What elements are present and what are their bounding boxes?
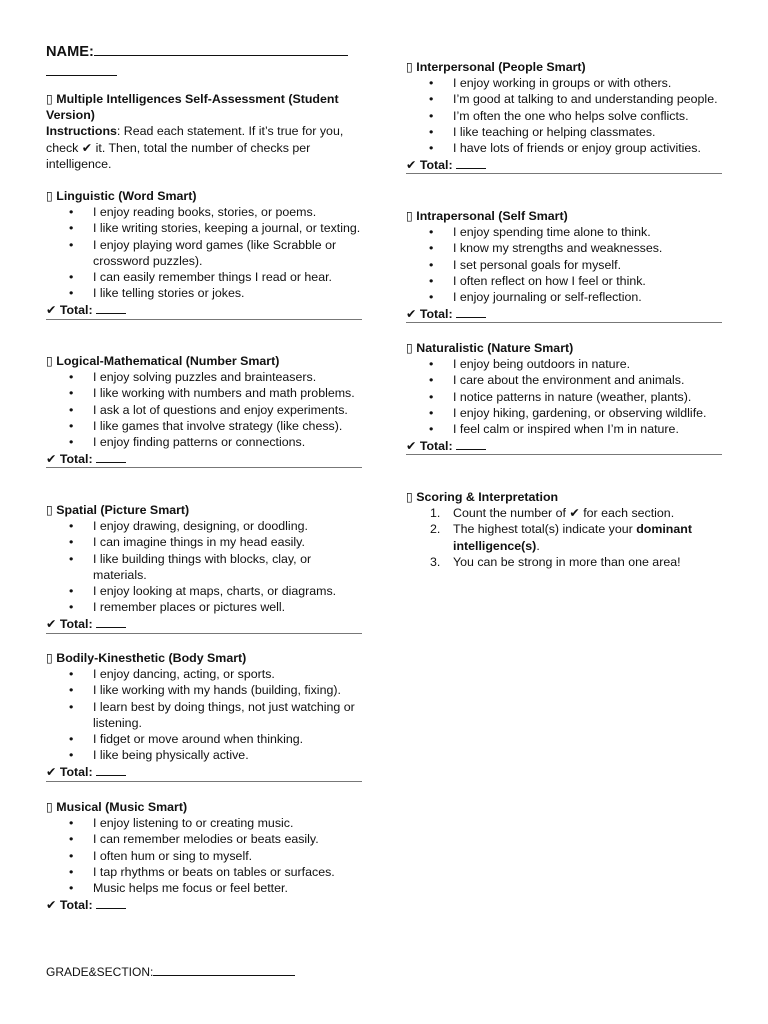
statement-list	[46, 518, 362, 615]
section-divider	[406, 173, 722, 174]
statement-item: • I like being physically active.	[93, 747, 362, 763]
total-blank[interactable]	[456, 156, 486, 169]
section-title: ▯ Interpersonal (People Smart)	[406, 60, 586, 74]
section-title: ▯ Intrapersonal (Self Smart)	[406, 209, 568, 223]
scoring-title: ▯ Scoring & Interpretation	[406, 490, 559, 504]
name-blank-continued[interactable]	[46, 61, 117, 76]
section-left-2	[46, 502, 362, 634]
statement-item: • I like working with my hands (building, fixing).	[93, 682, 362, 698]
statement-item: • I enjoy being outdoors in nature.	[453, 356, 722, 372]
statement-item: • I set personal goals for myself.	[453, 257, 722, 273]
statement-item: • I enjoy journaling or self-reflection.	[453, 289, 722, 305]
name-label: NAME:	[46, 44, 94, 60]
statement-list	[46, 204, 362, 301]
total-field[interactable]	[46, 450, 362, 467]
scoring-item: 3. You can be strong in more than one area!	[430, 554, 681, 569]
statement-item: • I enjoy listening to or creating music.	[93, 815, 362, 831]
total-label: ✔ Total:	[46, 617, 93, 632]
statement-item: • I like teaching or helping classmates.	[453, 124, 722, 140]
statement-item: • I notice patterns in nature (weather, plants).	[453, 389, 722, 405]
statement-item: • I like writing stories, keeping a journal, or texting.	[93, 220, 362, 236]
total-blank[interactable]	[96, 615, 126, 628]
total-blank[interactable]	[456, 437, 486, 450]
total-field[interactable]	[406, 437, 722, 454]
total-label: ✔ Total:	[406, 307, 453, 322]
statement-item: • I fidget or move around when thinking.	[93, 731, 362, 747]
section-title: ▯ Bodily-Kinesthetic (Body Smart)	[46, 651, 247, 665]
box-icon: ▯	[46, 800, 53, 814]
statement-list	[46, 369, 362, 450]
section-divider	[46, 467, 362, 468]
instructions: Instructions: Read each statement. If it’s true for you, check ✔ it. Then, total the number of checks per intelligence.	[46, 124, 344, 171]
statement-item: • I often hum or sing to myself.	[93, 848, 362, 864]
section-right-2	[406, 340, 722, 455]
name-field[interactable]	[46, 42, 362, 76]
title-block	[46, 91, 362, 172]
section-title: ▯ Naturalistic (Nature Smart)	[406, 341, 574, 355]
section-left-4	[46, 799, 362, 913]
statement-item: • I’m often the one who helps solve conflicts.	[453, 108, 722, 124]
page-title: ▯ Multiple Intelligences Self-Assessment (Student Version)	[46, 92, 339, 123]
scoring-item: 1. Count the number of ✔ for each section.	[430, 506, 675, 521]
statement-item: • I enjoy hiking, gardening, or observing wildlife.	[453, 405, 722, 421]
total-label: ✔ Total:	[46, 303, 93, 318]
statement-list	[46, 815, 362, 896]
total-field[interactable]	[46, 615, 362, 632]
box-icon: ▯	[46, 92, 53, 106]
total-blank[interactable]	[96, 896, 126, 909]
statement-item: • I care about the environment and animals.	[453, 372, 722, 388]
statement-item: • I enjoy working in groups or with others.	[453, 75, 722, 91]
section-left-1	[46, 353, 362, 468]
statement-item: • I like working with numbers and math problems.	[93, 385, 362, 401]
statement-item: • I like building things with blocks, clay, or materials.	[93, 551, 362, 583]
statement-item: • I ask a lot of questions and enjoy experiments.	[93, 402, 362, 418]
scoring-item: 2. The highest total(s) indicate your dominant intelligence(s).	[430, 522, 692, 553]
total-field[interactable]	[46, 763, 362, 780]
statement-list	[406, 75, 722, 156]
grade-section-blank[interactable]	[153, 964, 295, 976]
box-icon: ▯	[406, 209, 413, 223]
box-icon: ▯	[46, 503, 53, 517]
statement-item: • I enjoy dancing, acting, or sports.	[93, 666, 362, 682]
statement-item: • I like telling stories or jokes.	[93, 285, 362, 301]
statement-item: • I know my strengths and weaknesses.	[453, 240, 722, 256]
statement-item: • I enjoy reading books, stories, or poems.	[93, 204, 362, 220]
section-title: ▯ Musical (Music Smart)	[46, 800, 188, 814]
total-label: ✔ Total:	[46, 765, 93, 780]
statement-item: • I can remember melodies or beats easily.	[93, 831, 362, 847]
section-left-0	[46, 188, 362, 320]
section-divider	[46, 319, 362, 320]
statement-item: • I enjoy looking at maps, charts, or diagrams.	[93, 583, 362, 599]
total-blank[interactable]	[96, 301, 126, 314]
statement-item: • I can easily remember things I read or hear.	[93, 269, 362, 285]
statement-list	[406, 356, 722, 437]
statement-item: • I can imagine things in my head easily.	[93, 534, 362, 550]
section-title: ▯ Logical-Mathematical (Number Smart)	[46, 354, 280, 368]
total-blank[interactable]	[456, 305, 486, 318]
statement-item: • I have lots of friends or enjoy group activities.	[453, 140, 722, 156]
section-title: ▯ Spatial (Picture Smart)	[46, 503, 190, 517]
total-label: ✔ Total:	[46, 452, 93, 467]
statement-item: • I often reflect on how I feel or think.	[453, 273, 722, 289]
box-icon: ▯	[46, 189, 53, 203]
section-divider	[406, 322, 722, 323]
section-divider	[46, 633, 362, 634]
section-divider	[46, 781, 362, 782]
statement-item: • I’m good at talking to and understanding people.	[453, 91, 722, 107]
box-icon: ▯	[46, 354, 53, 368]
statement-item: • I enjoy drawing, designing, or doodling.	[93, 518, 362, 534]
statement-item: • I enjoy solving puzzles and brainteasers.	[93, 369, 362, 385]
statement-item: • Music helps me focus or feel better.	[93, 880, 362, 896]
scoring-section	[406, 489, 722, 570]
box-icon: ▯	[46, 651, 53, 665]
section-title: ▯ Linguistic (Word Smart)	[46, 189, 197, 203]
total-label: ✔ Total:	[46, 898, 93, 913]
section-right-1	[406, 208, 722, 323]
total-field[interactable]	[406, 156, 722, 173]
statement-item: • I learn best by doing things, not just watching or listening.	[93, 699, 362, 731]
total-field[interactable]	[406, 305, 722, 322]
section-left-3	[46, 650, 362, 782]
statement-item: • I enjoy playing word games (like Scrabble or crossword puzzles).	[93, 237, 362, 269]
grade-section-label: GRADE&SECTION:	[46, 965, 154, 979]
statement-item: • I enjoy spending time alone to think.	[453, 224, 722, 240]
statement-item: • I remember places or pictures well.	[93, 599, 362, 615]
statement-item: • I like games that involve strategy (like chess).	[93, 418, 362, 434]
statement-item: • I tap rhythms or beats on tables or surfaces.	[93, 864, 362, 880]
scoring-list	[406, 505, 722, 570]
name-blank[interactable]	[94, 42, 348, 56]
statement-item: • I feel calm or inspired when I’m in nature.	[453, 421, 722, 437]
box-icon: ▯	[406, 60, 413, 74]
statement-item: • I enjoy finding patterns or connections.	[93, 434, 362, 450]
total-label: ✔ Total:	[406, 439, 453, 454]
section-divider	[406, 454, 722, 455]
grade-section-field[interactable]	[46, 964, 295, 980]
total-label: ✔ Total:	[406, 158, 453, 173]
section-right-0	[406, 59, 722, 174]
total-blank[interactable]	[96, 763, 126, 776]
total-blank[interactable]	[96, 450, 126, 463]
statement-list	[46, 666, 362, 763]
box-icon: ▯	[406, 490, 413, 504]
total-field[interactable]	[46, 896, 362, 913]
total-field[interactable]	[46, 301, 362, 318]
statement-list	[406, 224, 722, 305]
box-icon: ▯	[406, 341, 413, 355]
